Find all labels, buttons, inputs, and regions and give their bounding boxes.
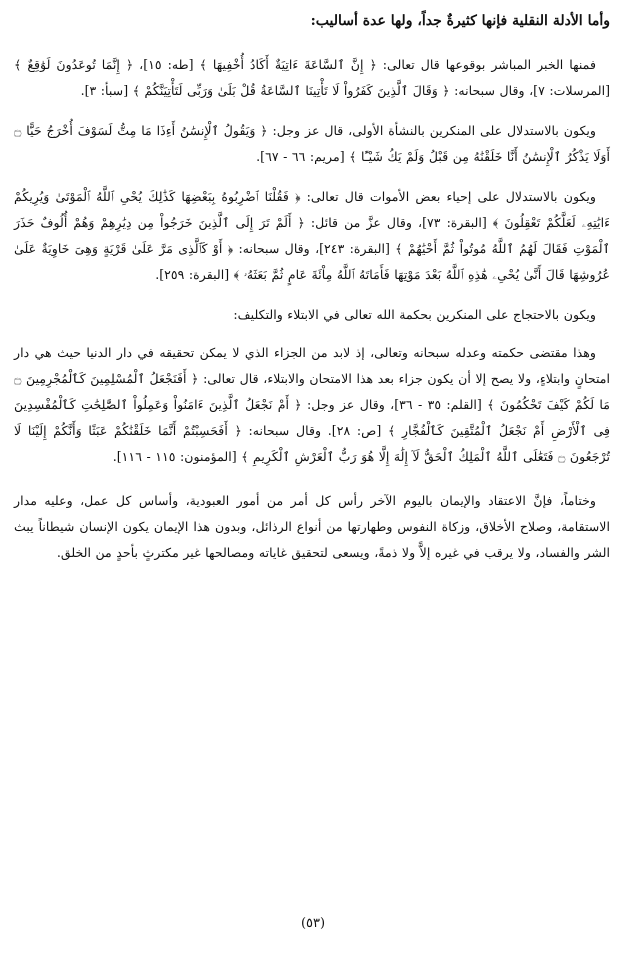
page-number: (٥٣) <box>300 916 326 931</box>
paragraph-wisdom-justice: وهذا مقتضى حكمته وعدله سبحانه وتعالى، إذ لابد من الجزاء الذي لا يمكن تحقيقه في دار الدنيا حيث هي دار امتحانٍ وابتلاءٍ، ولا يصح إلا أن يكون جزاء بعد هذا الامتحان والابتلاء، قال تعالى: ﴿ أَفَنَجْعَلُ ٱلْمُسْلِمِينَ كَٱلْمُجْرِمِينَ ۝ مَا لَكُمْ كَيْفَ تَحْكُمُونَ ﴾ [القلم: ٣٥ - ٣٦]، وقال عز وجل: ﴿ أَمْ نَجْعَلُ ٱلَّذِينَ ءَامَنُواْ وَعَمِلُواْ ٱلصَّٰلِحَٰتِ كَٱلْمُفْسِدِينَ فِى ٱلْأَرْضِ أَمْ نَجْعَلُ ٱلْمُتَّقِينَ كَٱلْفُجَّارِ ﴾ [ص: ٢٨]. وقال سبحانه: ﴿ أَفَحَسِبْتُمْ أَنَّمَا خَلَقْنَٰكُمْ عَبَثًا وَأَنَّكُمْ إِلَيْنَا لَا تُرْجَعُونَ ۝ فَتَعَٰلَى ٱللَّهُ ٱلْمَلِكُ ٱلْحَقُّ لَآ إِلَٰهَ إِلَّا هُوَ رَبُّ ٱلْعَرْشِ ٱلْكَرِيمِ ﴾ [المؤمنون: ١١٥ - ١١٦]. <box>14 345 611 464</box>
paragraph-wisdom-intro: ويكون بالاحتجاج على المنكرين بحكمة الله تعالى في الابتلاء والتكليف: <box>233 307 596 322</box>
paragraph-first-creation: ويكون بالاستدلال على المنكرين بالنشأة الأولى، قال عز وجل: ﴿ وَيَقُولُ ٱلْإِنسَٰنُ أَءِذَا مَا مِتُّ لَسَوْفَ أُخْرَجُ حَيًّا ۝ أَوَلَا يَذْكُرُ ٱلْإِنسَٰنُ أَنَّا خَلَقْنَٰهُ مِن قَبْلُ وَلَمْ يَكُ شَيْـًٔا ﴾ [مريم: ٦٦ - ٦٧]. <box>14 123 610 164</box>
section-heading: وأما الأدلة النقلية فإنها كثيرةٌ جداً، ولها عدة أساليب: <box>310 13 610 29</box>
paragraph-conclusion: وختاماً، فإنَّ الاعتقاد والإيمان باليوم الآخر رأس كل أمر من أمور العبودية، وأساس كل عمل، وعليه مدار الاستقامة، وصلاح الأخلاق، وزكاة النفوس وطهارتها من أنواع الرذائل، وبدون هذا الإيمان يكون الإنسان شيطاناً يبث الشر والفساد، ولا يرقب في غيره إلاًّ ولا ذمةً، ويسعى لتحقيق غاياته ومصالحها غير مكترثٍ بأحدٍ من الخلق. <box>14 493 610 560</box>
paragraph-direct-news: فمنها الخبر المباشر بوقوعها قال تعالى: ﴿ إِنَّ ٱلسَّاعَةَ ءَاتِيَةٌ أَكَادُ أُخْفِيهَا ﴾ [طه: ١٥]، ﴿ إِنَّمَا تُوعَدُونَ لَوَٰقِعٌ ﴾ [المرسلات: ٧]، وقال سبحانه: ﴿ وَقَالَ ٱلَّذِينَ كَفَرُواْ لَا تَأْتِينَا ٱلسَّاعَةُ قُلْ بَلَىٰ وَرَبِّى لَتَأْتِيَنَّكُمْ ﴾ [سبأ: ٣]. <box>14 57 610 98</box>
paragraph-reviving-dead: ويكون بالاستدلال على إحياء بعض الأموات قال تعالى: ﴿ فَقُلْنَا ٱضْرِبُوهُ بِبَعْضِهَا كَذَٰلِكَ يُحْىِ ٱللَّهُ ٱلْمَوْتَىٰ وَيُرِيكُمْ ءَايَٰتِهِۦ لَعَلَّكُمْ تَعْقِلُونَ ﴾ [البقرة: ٧٣]، وقال عزَّ من قائل: ﴿ أَلَمْ تَرَ إِلَى ٱلَّذِينَ خَرَجُواْ مِن دِيَٰرِهِمْ وَهُمْ أُلُوفٌ حَذَرَ ٱلْمَوْتِ فَقَالَ لَهُمُ ٱللَّهُ مُوتُواْ ثُمَّ أَحْيَٰهُمْ ﴾ [البقرة: ٢٤٣]، وقال سبحانه: ﴿ أَوْ كَٱلَّذِى مَرَّ عَلَىٰ قَرْيَةٍ وَهِىَ خَاوِيَةٌ عَلَىٰ عُرُوشِهَا قَالَ أَنَّىٰ يُحْىِۦ هَٰذِهِ ٱللَّهُ بَعْدَ مَوْتِهَا فَأَمَاتَهُ ٱللَّهُ مِاْئَةَ عَامٍ ثُمَّ بَعَثَهُۥ ﴾ [البقرة: ٢٥٩]. <box>14 189 610 282</box>
